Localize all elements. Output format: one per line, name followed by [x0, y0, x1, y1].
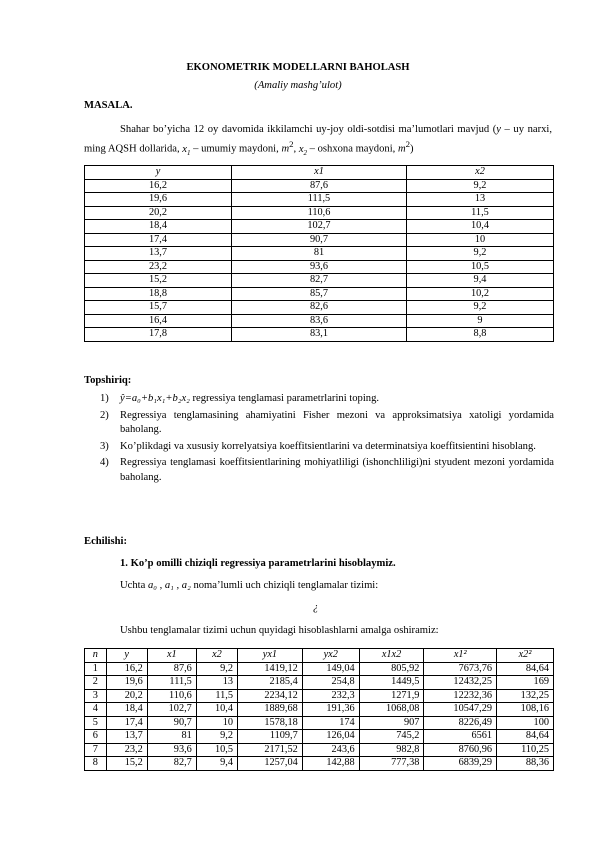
table-cell: 90,7	[147, 716, 196, 730]
table-cell: 745,2	[359, 730, 424, 744]
table-cell: 254,8	[302, 676, 359, 690]
table-cell: 12432,25	[424, 676, 497, 690]
table-row	[85, 220, 554, 234]
table-cell: 18,4	[85, 220, 232, 234]
table-row	[85, 247, 554, 261]
table-cell: 85,7	[232, 287, 407, 301]
x1-subscript: 1	[187, 148, 191, 157]
table-cell: 16,2	[106, 662, 147, 676]
calculation-intro: Ushbu tenglamalar tizimi uchun quyidagi hisoblashlarni amalga oshiramiz:	[120, 625, 439, 636]
intro-text: )	[410, 143, 414, 155]
table-cell: 805,92	[359, 662, 424, 676]
table-cell: 1	[85, 662, 107, 676]
table-cell: 93,6	[147, 743, 196, 757]
table-cell: 16,2	[85, 179, 232, 193]
table-cell: 102,7	[232, 220, 407, 234]
table-cell: 149,04	[302, 662, 359, 676]
table-cell: 907	[359, 716, 424, 730]
task-text: Ko’plikdagi va xususiy korrelyatsiya koeffitsientlarini va determinatsiya koeffitsientini hisoblang.	[120, 440, 536, 452]
table-row	[85, 233, 554, 247]
document-subtitle: (Amaliy mashg’ulot)	[254, 80, 342, 91]
table-row	[85, 193, 554, 207]
task-item	[84, 409, 554, 438]
task-number: 2)	[100, 409, 109, 421]
table-cell: 174	[302, 716, 359, 730]
column-header: x1	[232, 166, 407, 180]
table-row	[85, 260, 554, 274]
table-cell: 20,2	[85, 206, 232, 220]
table-cell: 111,5	[232, 193, 407, 207]
task-number: 4)	[100, 457, 109, 468]
table-row	[85, 730, 554, 744]
table-cell: 11,5	[406, 206, 553, 220]
table-cell: 232,3	[302, 689, 359, 703]
table-cell: 9,4	[196, 757, 237, 771]
table-cell: 8,8	[406, 328, 553, 342]
table-cell: 9,2	[406, 301, 553, 315]
regression-formula: ŷ=a₀+b₁x₁+b₂x₂	[120, 393, 190, 404]
table-row	[85, 716, 554, 730]
yechilishi-heading: Echilishi:	[84, 536, 127, 547]
table-cell: 6561	[424, 730, 497, 744]
table-row	[85, 301, 554, 315]
table-row	[85, 703, 554, 717]
table-cell: 9,2	[196, 662, 237, 676]
table-cell: 10,4	[196, 703, 237, 717]
system-intro-text: Uchta	[120, 580, 148, 591]
task-text: regressiya tenglamasi parametrlarini toping.	[189, 393, 380, 404]
parameter-symbols: a₀ , a₁ , a₂	[147, 580, 191, 591]
table-cell: 18,4	[106, 703, 147, 717]
intro-text: – uy narxi, ming AQSH dollarida,	[84, 124, 552, 155]
table-row	[85, 689, 554, 703]
table-cell: 13	[406, 193, 553, 207]
table-row	[85, 287, 554, 301]
document-title: EKONOMETRIK MODELLARNI BAHOLASH	[186, 62, 410, 73]
m-superscript: 2	[405, 139, 411, 149]
table-cell: 9,2	[406, 179, 553, 193]
table-cell: 243,6	[302, 743, 359, 757]
table-cell: 8760,96	[424, 743, 497, 757]
system-intro-text: noma’lumli uch chiziqli tenglamalar tizimi:	[190, 580, 379, 591]
table-cell: 10	[406, 233, 553, 247]
table-cell: 16,4	[85, 314, 232, 328]
table-cell: 90,7	[232, 233, 407, 247]
table-cell: 17,4	[106, 716, 147, 730]
m-superscript: 2	[289, 139, 294, 149]
task-item	[84, 440, 554, 455]
table-cell: 777,38	[359, 757, 424, 771]
table-cell: 982,8	[359, 743, 424, 757]
table-row	[85, 757, 554, 771]
table-cell: 87,6	[232, 179, 407, 193]
table-cell: 84,64	[497, 730, 554, 744]
intro-text: ,	[293, 143, 299, 155]
table-cell: 81	[232, 247, 407, 261]
table-cell: 17,4	[85, 233, 232, 247]
x2-symbol: x	[298, 143, 304, 155]
task-item	[84, 456, 554, 485]
table-cell: 82,7	[232, 274, 407, 288]
table-cell: 83,6	[232, 314, 407, 328]
table-cell: 126,04	[302, 730, 359, 744]
table-cell: 17,8	[85, 328, 232, 342]
table-cell: 18,8	[85, 287, 232, 301]
table-cell: 6839,29	[424, 757, 497, 771]
table-row	[85, 314, 554, 328]
table-cell: 4	[85, 703, 107, 717]
table-row	[85, 328, 554, 342]
table-cell: 10547,29	[424, 703, 497, 717]
x1-symbol: x	[182, 143, 187, 155]
table-cell: 5	[85, 716, 107, 730]
table-cell: 15,2	[85, 274, 232, 288]
column-header: x2	[406, 166, 553, 180]
table-row	[85, 676, 554, 690]
column-header: x2²	[497, 649, 554, 663]
task-text: Regressiya tenglamasining ahamiyatini Fisher mezoni va approksimatsiya xatoligi yordamida baholang.	[120, 409, 554, 435]
data-table	[84, 165, 554, 342]
table-cell: 1419,12	[238, 662, 303, 676]
table-row	[85, 662, 554, 676]
table-cell: 12232,36	[424, 689, 497, 703]
table-cell: 108,16	[497, 703, 554, 717]
task-item	[84, 392, 554, 407]
equation-system-placeholder: ¿	[313, 602, 319, 613]
table-cell: 110,6	[232, 206, 407, 220]
table-cell: 1578,18	[238, 716, 303, 730]
table-row	[85, 179, 554, 193]
table-cell: 2234,12	[238, 689, 303, 703]
column-header: yx2	[302, 649, 359, 663]
table-cell: 81	[147, 730, 196, 744]
y-symbol: y	[496, 124, 501, 135]
table-cell: 1068,08	[359, 703, 424, 717]
table-cell: 11,5	[196, 689, 237, 703]
column-header: n	[85, 649, 107, 663]
table-cell: 3	[85, 689, 107, 703]
table-cell: 7	[85, 743, 107, 757]
table-cell: 111,5	[147, 676, 196, 690]
table-cell: 15,7	[85, 301, 232, 315]
column-header: y	[85, 166, 232, 180]
column-header: x1²	[424, 649, 497, 663]
table-cell: 169	[497, 676, 554, 690]
table-cell: 13	[196, 676, 237, 690]
table-cell: 1109,7	[238, 730, 303, 744]
table-cell: 82,7	[147, 757, 196, 771]
column-header: y	[106, 649, 147, 663]
table-cell: 142,88	[302, 757, 359, 771]
calculation-table	[84, 648, 554, 771]
task-text: Regressiya tenglamasi koeffitsientlarining mohiyatliligi (ishonchliligi)ni styudent mezoni yordamida baholang.	[120, 457, 554, 483]
table-row	[85, 274, 554, 288]
task-number: 3)	[100, 440, 109, 452]
table-cell: 2171,52	[238, 743, 303, 757]
table-cell: 1449,5	[359, 676, 424, 690]
topshiriq-heading: Topshiriq:	[84, 375, 132, 386]
problem-statement	[84, 122, 552, 161]
table-cell: 7673,76	[424, 662, 497, 676]
table-cell: 10,5	[196, 743, 237, 757]
table-cell: 84,64	[497, 662, 554, 676]
table-cell: 83,1	[232, 328, 407, 342]
table-cell: 2	[85, 676, 107, 690]
x2-subscript: 2	[303, 148, 308, 157]
table-cell: 110,25	[497, 743, 554, 757]
table-cell: 19,6	[106, 676, 147, 690]
masala-heading: MASALA.	[84, 100, 133, 111]
table-cell: 10,4	[406, 220, 553, 234]
table-cell: 9	[406, 314, 553, 328]
table-cell: 132,25	[497, 689, 554, 703]
table-cell: 87,6	[147, 662, 196, 676]
table-cell: 88,36	[497, 757, 554, 771]
table-cell: 1271,9	[359, 689, 424, 703]
table-cell: 15,2	[106, 757, 147, 771]
table-cell: 23,2	[106, 743, 147, 757]
table-cell: 102,7	[147, 703, 196, 717]
table-cell: 110,6	[147, 689, 196, 703]
task-number: 1)	[100, 393, 109, 404]
table-cell: 1257,04	[238, 757, 303, 771]
table-cell: 19,6	[85, 193, 232, 207]
table-cell: 93,6	[232, 260, 407, 274]
m-symbol: m	[281, 143, 290, 155]
table-cell: 8	[85, 757, 107, 771]
table-header-row	[85, 649, 554, 663]
table-cell: 82,6	[232, 301, 407, 315]
column-header: x1x2	[359, 649, 424, 663]
table-cell: 10	[196, 716, 237, 730]
table-cell: 2185,4	[238, 676, 303, 690]
table-cell: 9,2	[196, 730, 237, 744]
table-cell: 23,2	[85, 260, 232, 274]
table-cell: 10,5	[406, 260, 553, 274]
table-cell: 13,7	[85, 247, 232, 261]
table-cell: 13,7	[106, 730, 147, 744]
table-row	[85, 206, 554, 220]
table-cell: 6	[85, 730, 107, 744]
task-list	[84, 392, 554, 487]
table-cell: 9,2	[406, 247, 553, 261]
intro-text: – umumiy maydoni,	[190, 143, 282, 155]
table-cell: 9,4	[406, 274, 553, 288]
table-cell: 191,36	[302, 703, 359, 717]
system-intro	[120, 580, 378, 591]
table-row	[85, 743, 554, 757]
table-header-row	[85, 166, 554, 180]
intro-text: Shahar bo’yicha 12 oy davomida ikkilamchi uy-joy oldi-sotdisi ma’lumotlari mavjud (	[120, 124, 497, 135]
column-header: x2	[196, 649, 237, 663]
table-cell: 8226,49	[424, 716, 497, 730]
table-cell: 20,2	[106, 689, 147, 703]
m-symbol: m	[397, 143, 406, 155]
section-heading: 1. Ko’p omilli chiziqli regressiya parametrlarini hisoblaymiz.	[120, 558, 396, 569]
column-header: yx1	[238, 649, 303, 663]
table-cell: 100	[497, 716, 554, 730]
table-cell: 10,2	[406, 287, 553, 301]
intro-text: – oshxona maydoni,	[307, 143, 398, 155]
column-header: x1	[147, 649, 196, 663]
table-cell: 1889,68	[238, 703, 303, 717]
